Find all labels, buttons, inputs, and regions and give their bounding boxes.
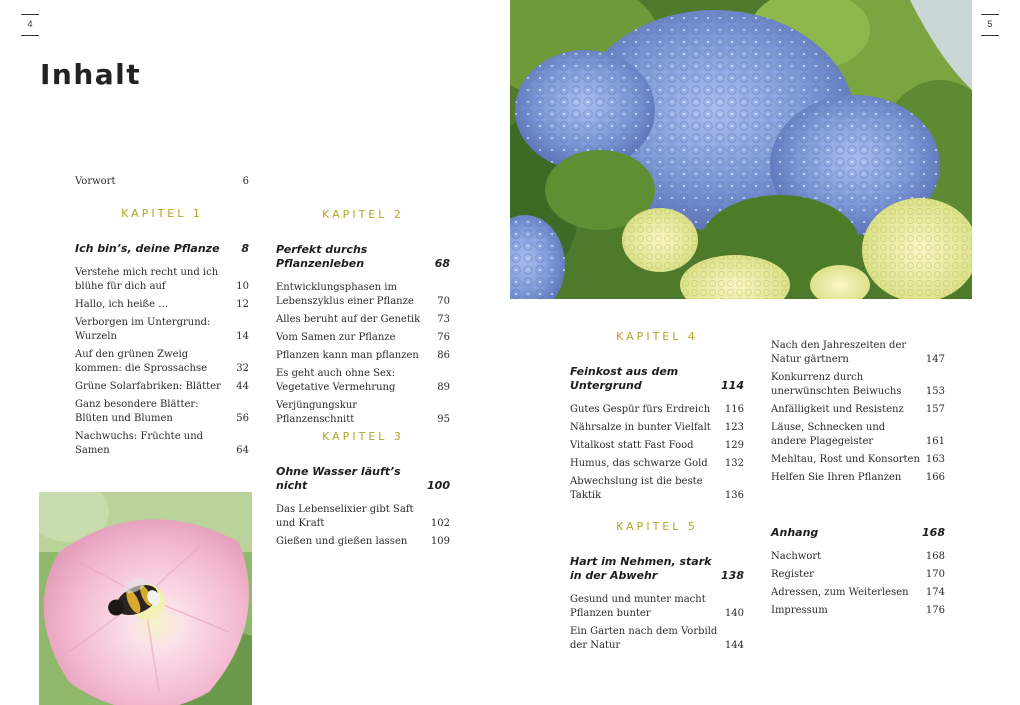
toc-entry-page: 64: [236, 445, 249, 456]
toc-entry-page: 174: [925, 587, 945, 598]
toc-entry-page: 147: [925, 354, 945, 365]
left-page-number: 4: [21, 14, 39, 36]
toc-entry[interactable]: [771, 604, 945, 618]
toc-entry-page: 44: [236, 381, 249, 392]
toc-entry-label: Gesund und munter macht Pflanzen bunter: [570, 594, 706, 619]
toc-entry-label: Vitalkost statt Fast Food: [570, 440, 694, 451]
toc-entry-label: Gießen und gießen lassen: [276, 536, 408, 547]
toc-entry-page: 123: [724, 422, 744, 433]
toc-column-1: [75, 175, 249, 462]
section-page: 138: [721, 569, 744, 582]
toc-entry[interactable]: [771, 550, 945, 564]
toc-entry-label: Vom Samen zur Pflanze: [276, 332, 396, 343]
toc-entry-page: 163: [925, 454, 945, 465]
section-page: 100: [427, 479, 450, 492]
toc-entry-page: 14: [236, 331, 249, 342]
anhang-title[interactable]: [771, 526, 945, 540]
toc-entry-page: 144: [724, 640, 744, 651]
toc-entry[interactable]: [276, 503, 450, 531]
toc-entry-page: 6: [242, 176, 249, 187]
toc-entry-label: Nährsalze in bunter Vielfalt: [570, 422, 711, 433]
right-page-number: 5: [981, 14, 999, 36]
toc-entry-label: Ganz besondere Blätter: Blüten und Blumen: [75, 399, 199, 424]
section-page: 8: [241, 242, 249, 255]
toc-entry-page: 73: [437, 314, 450, 325]
toc-entry-label: Es geht auch ohne Sex: Vegetative Vermehrung: [276, 368, 396, 393]
toc-entry-label: Hallo, ich heiße …: [75, 299, 169, 310]
toc-entry[interactable]: [771, 568, 945, 582]
toc-entry-page: 102: [430, 518, 450, 529]
section-page: 168: [922, 526, 945, 539]
toc-column-4b: [771, 526, 945, 622]
toc-entry-page: 132: [724, 458, 744, 469]
toc-entry-label: Nachwort: [771, 551, 822, 562]
toc-entry-label: Nachwuchs: Früchte und Samen: [75, 431, 204, 456]
toc-entry[interactable]: [570, 421, 744, 435]
toc-entry-page: 161: [925, 436, 945, 447]
toc-entry-page: 140: [724, 608, 744, 619]
toc-entry-page: 12: [236, 299, 249, 310]
toc-entry-page: 109: [430, 536, 450, 547]
toc-entry-page: 136: [724, 490, 744, 501]
toc-entry-page: 32: [236, 363, 249, 374]
toc-entry-label: Vorwort: [75, 176, 116, 187]
toc-column-3: [570, 330, 744, 507]
toc-entry-label: Adressen, zum Weiterlesen: [771, 587, 909, 598]
toc-entry[interactable]: [771, 339, 945, 367]
toc-column-2b: [276, 430, 450, 553]
chapter-3-title[interactable]: [276, 465, 450, 493]
toc-entry-label: Register: [771, 569, 814, 580]
section-label: Perfekt durchs Pflanzenleben: [276, 243, 368, 270]
chapter-1-title[interactable]: [75, 242, 249, 256]
toc-entry-label: Grüne Solarfabriken: Blätter: [75, 381, 221, 392]
chapter-3-heading: KAPITEL 3: [322, 430, 404, 443]
toc-column-4: [771, 339, 945, 489]
toc-entry-page: 157: [925, 404, 945, 415]
toc-entry[interactable]: [75, 430, 249, 458]
toc-entry[interactable]: [75, 298, 249, 312]
toc-entry[interactable]: [75, 266, 249, 294]
toc-entry-page: 166: [925, 472, 945, 483]
chapter-5-title[interactable]: [570, 555, 744, 583]
toc-entry-label: Nach den Jahreszeiten der Natur gärtnern: [771, 340, 907, 365]
toc-entry[interactable]: [276, 349, 450, 363]
toc-entry-label: Alles beruht auf der Genetik: [276, 314, 421, 325]
toc-entry-label: Verjüngungskur Pflanzenschnitt: [276, 400, 358, 425]
toc-entry-label: Gutes Gespür fürs Erdreich: [570, 404, 711, 415]
toc-entry-page: 76: [437, 332, 450, 343]
toc-entry-page: 116: [724, 404, 744, 415]
toc-entry[interactable]: [771, 421, 945, 449]
chapter-2-title[interactable]: [276, 243, 450, 271]
toc-entry[interactable]: [771, 403, 945, 417]
toc-entry[interactable]: [771, 586, 945, 600]
toc-entry-label: Helfen Sie Ihren Pflanzen: [771, 472, 902, 483]
section-label: Feinkost aus dem Untergrund: [570, 365, 679, 392]
toc-entry-page: 176: [925, 605, 945, 616]
section-label: Anhang: [771, 526, 819, 539]
chapter-4-title[interactable]: [570, 365, 744, 393]
toc-column-3b: [570, 520, 744, 657]
toc-entry-label: Pflanzen kann man pflanzen: [276, 350, 419, 361]
chapter-5-heading: KAPITEL 5: [616, 520, 698, 533]
hydrangea-photo: [510, 0, 972, 299]
toc-entry-page: 56: [236, 413, 249, 424]
section-page: 68: [434, 257, 450, 270]
toc-entry-page: 86: [437, 350, 450, 361]
toc-entry-label: Mehltau, Rost und Konsorten: [771, 454, 920, 465]
toc-entry-label: Verborgen im Untergrund: Wurzeln: [75, 317, 211, 342]
toc-entry-label: Abwechslung ist die beste Taktik: [570, 476, 703, 501]
toc-entry[interactable]: [771, 371, 945, 399]
toc-entry[interactable]: [570, 403, 744, 417]
toc-entry-label: Das Lebenselixier gibt Saft und Kraft: [276, 504, 414, 529]
toc-entry[interactable]: [276, 331, 450, 345]
chapter-2-heading: KAPITEL 2: [322, 208, 404, 221]
hollyhock-bee-photo: [39, 492, 252, 705]
toc-column-2: [276, 208, 450, 431]
toc-entry-label: Ein Garten nach dem Vorbild der Natur: [570, 626, 718, 651]
toc-entry[interactable]: [75, 398, 249, 426]
toc-entry[interactable]: [276, 399, 450, 427]
section-page: 114: [721, 379, 744, 392]
toc-entry-label: Entwicklungsphasen im Lebenszyklus einer Pflanze: [276, 282, 414, 307]
toc-entry[interactable]: [570, 475, 744, 503]
toc-entry[interactable]: [771, 453, 945, 467]
toc-entry[interactable]: [570, 593, 744, 621]
toc-entry-label: Humus, das schwarze Gold: [570, 458, 708, 469]
chapter-1-heading: KAPITEL 1: [121, 207, 203, 220]
toc-entry-vorwort[interactable]: [75, 175, 249, 189]
page-title: Inhalt: [40, 58, 142, 91]
toc-entry-label: Verstehe mich recht und ich blühe für dich auf: [75, 267, 219, 292]
toc-entry-page: 170: [925, 569, 945, 580]
toc-entry-page: 70: [437, 296, 450, 307]
section-label: Ohne Wasser läuft’s nicht: [276, 465, 401, 492]
toc-entry-label: Läuse, Schnecken und andere Plagegeister: [771, 422, 886, 447]
toc-entry[interactable]: [570, 625, 744, 653]
toc-entry[interactable]: [276, 367, 450, 395]
toc-entry[interactable]: [276, 535, 450, 549]
toc-entry[interactable]: [276, 281, 450, 309]
toc-entry-page: 168: [925, 551, 945, 562]
toc-entry[interactable]: [75, 380, 249, 394]
toc-entry-label: Auf den grünen Zweig kommen: die Sprossachse: [75, 349, 208, 374]
toc-entry-label: Konkurrenz durch unerwünschten Beiwuchs: [771, 372, 902, 397]
toc-entry[interactable]: [570, 457, 744, 471]
toc-entry-page: 153: [925, 386, 945, 397]
toc-entry-page: 10: [236, 281, 249, 292]
toc-entry[interactable]: [75, 348, 249, 376]
toc-entry[interactable]: [570, 439, 744, 453]
toc-entry[interactable]: [276, 313, 450, 327]
toc-entry[interactable]: [75, 316, 249, 344]
section-label: Hart im Nehmen, stark in der Abwehr: [570, 555, 712, 582]
toc-entry[interactable]: [771, 471, 945, 485]
section-label: Ich bin’s, deine Pflanze: [75, 242, 220, 255]
toc-entry-page: 95: [437, 414, 450, 425]
toc-entry-label: Impressum: [771, 605, 828, 616]
toc-entry-page: 129: [724, 440, 744, 451]
chapter-4-heading: KAPITEL 4: [616, 330, 698, 343]
toc-entry-page: 89: [437, 382, 450, 393]
toc-entry-label: Anfälligkeit und Resistenz: [771, 404, 904, 415]
